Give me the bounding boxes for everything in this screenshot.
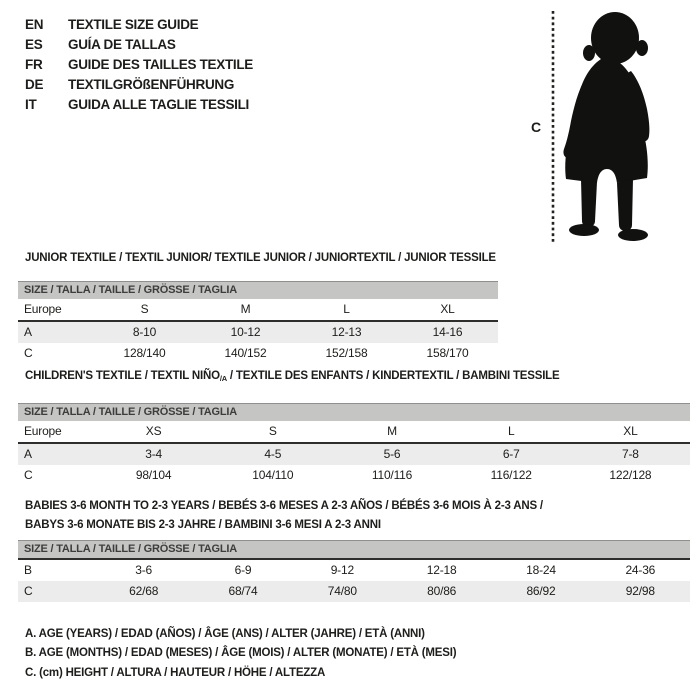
language-title: TEXTILGRÖßENFÜHRUNG xyxy=(68,77,235,92)
value-cell: 158/170 xyxy=(426,346,469,360)
row-label: A xyxy=(24,325,32,339)
title-text: CHILDREN'S TEXTILE / TEXTIL NIÑO xyxy=(25,370,220,382)
language-title: GUIDA ALLE TAGLIE TESSILI xyxy=(68,97,249,112)
value-cell: 8-10 xyxy=(132,325,157,339)
size-cell: L xyxy=(507,424,515,438)
measurement-legend xyxy=(25,625,456,683)
table-row-age xyxy=(18,444,690,465)
title-line-2: BABYS 3-6 MONATE BIS 2-3 JAHRE / BAMBINI 3-6 MESI A 2-3 ANNI xyxy=(25,519,381,531)
row-label: C xyxy=(24,468,33,482)
language-code: ES xyxy=(25,37,43,52)
value-cell: 7-8 xyxy=(622,447,639,461)
value-cell: 6-9 xyxy=(234,563,252,577)
babies-section-title xyxy=(25,497,543,535)
size-header-bar: SIZE / TALLA / TAILLE / GRÖSSE / TAGLIA xyxy=(18,403,690,421)
value-cell: 68/74 xyxy=(228,584,258,598)
row-label: C xyxy=(24,584,33,598)
value-cell: 122/128 xyxy=(609,468,652,482)
language-code: FR xyxy=(25,57,43,72)
table-row-months xyxy=(18,560,690,581)
row-label: C xyxy=(24,346,33,360)
title-text: / TEXTILE DES ENFANTS / KINDERTEXTIL / BAMBINI TESSILE xyxy=(226,370,560,382)
junior-section-title: JUNIOR TEXTILE / TEXTIL JUNIOR/ TEXTILE JUNIOR / JUNIORTEXTIL / JUNIOR TESSILE xyxy=(25,252,496,264)
row-label: B xyxy=(24,563,32,577)
title-subscript: /A xyxy=(219,374,227,383)
size-cell: M xyxy=(240,302,251,316)
toddler-silhouette-icon xyxy=(543,5,683,247)
title-line-1: BABIES 3-6 MONTH TO 2-3 YEARS / BEBÉS 3-6 MESES A 2-3 AÑOS / BÉBÉS 3-6 MOIS À 2-3 ANS / xyxy=(25,500,543,512)
value-cell: 98/104 xyxy=(135,468,172,482)
value-cell: 6-7 xyxy=(502,447,520,461)
value-cell: 86/92 xyxy=(526,584,556,598)
value-cell: 92/98 xyxy=(625,584,655,598)
table-row-europe xyxy=(18,299,498,320)
row-label: Europe xyxy=(24,424,62,438)
size-cell: XS xyxy=(145,424,162,438)
language-code: IT xyxy=(25,97,37,112)
size-cell: M xyxy=(387,424,397,438)
row-label: A xyxy=(24,447,32,461)
size-header-bar: SIZE / TALLA / TAILLE / GRÖSSE / TAGLIA xyxy=(18,540,690,558)
value-cell: 12-13 xyxy=(331,325,362,339)
value-cell: 152/158 xyxy=(325,346,368,360)
value-cell: 116/122 xyxy=(490,468,532,482)
language-title-list xyxy=(25,15,253,115)
value-cell: 3-6 xyxy=(135,563,153,577)
size-cell: XL xyxy=(623,424,638,438)
language-code: DE xyxy=(25,77,44,92)
value-cell: 12-18 xyxy=(426,563,457,577)
value-cell: 4-5 xyxy=(264,447,282,461)
value-cell: 74/80 xyxy=(327,584,357,598)
size-cell: XL xyxy=(440,302,455,316)
legend-line-a: A. AGE (YEARS) / EDAD (AÑOS) / ÂGE (ANS) / ALTER (JAHRE) / ETÀ (ANNI) xyxy=(25,628,425,640)
value-cell: 24-36 xyxy=(625,563,656,577)
size-header-bar: SIZE / TALLA / TAILLE / GRÖSSE / TAGLIA xyxy=(18,281,498,299)
value-cell: 128/140 xyxy=(123,346,166,360)
language-row-es xyxy=(25,35,253,55)
table-row-age xyxy=(18,322,498,343)
value-cell: 104/110 xyxy=(252,468,294,482)
row-label: Europe xyxy=(24,302,62,316)
value-cell: 140/152 xyxy=(224,346,267,360)
value-cell: 3-4 xyxy=(145,447,162,461)
value-cell: 110/116 xyxy=(371,468,413,482)
value-cell: 14-16 xyxy=(432,325,463,339)
table-row-height xyxy=(18,343,498,364)
table-row-height xyxy=(18,581,690,602)
size-cell: L xyxy=(343,302,350,316)
childrens-section-title xyxy=(25,369,559,386)
junior-size-table xyxy=(18,281,498,364)
childrens-size-table xyxy=(18,403,690,486)
language-row-en xyxy=(25,15,253,35)
legend-line-c: C. (cm) HEIGHT / ALTURA / HAUTEUR / HÖHE / ALTEZZA xyxy=(25,666,326,679)
babies-size-table xyxy=(18,540,690,602)
language-row-fr xyxy=(25,55,253,75)
value-cell: 9-12 xyxy=(330,563,354,577)
language-row-it xyxy=(25,95,253,115)
language-title: GUÍA DE TALLAS xyxy=(68,37,176,52)
size-cell: S xyxy=(140,302,149,316)
language-code: EN xyxy=(25,17,44,32)
size-cell: S xyxy=(268,424,277,438)
height-measure-label: C xyxy=(531,119,542,135)
value-cell: 80/86 xyxy=(427,584,457,598)
value-cell: 5-6 xyxy=(383,447,401,461)
value-cell: 18-24 xyxy=(526,563,556,577)
toddler-silhouette-figure xyxy=(543,5,683,247)
language-title: GUIDE DES TAILLES TEXTILE xyxy=(68,57,254,72)
table-row-height xyxy=(18,465,690,486)
language-title: TEXTILE SIZE GUIDE xyxy=(68,17,199,32)
value-cell: 62/68 xyxy=(129,584,159,598)
language-row-de xyxy=(25,75,253,95)
table-row-europe xyxy=(18,421,690,442)
value-cell: 10-12 xyxy=(230,325,261,339)
legend-line-b: B. AGE (MONTHS) / EDAD (MESES) / ÂGE (MOIS) / ALTER (MONATE) / ETÀ (MESI) xyxy=(25,647,457,660)
